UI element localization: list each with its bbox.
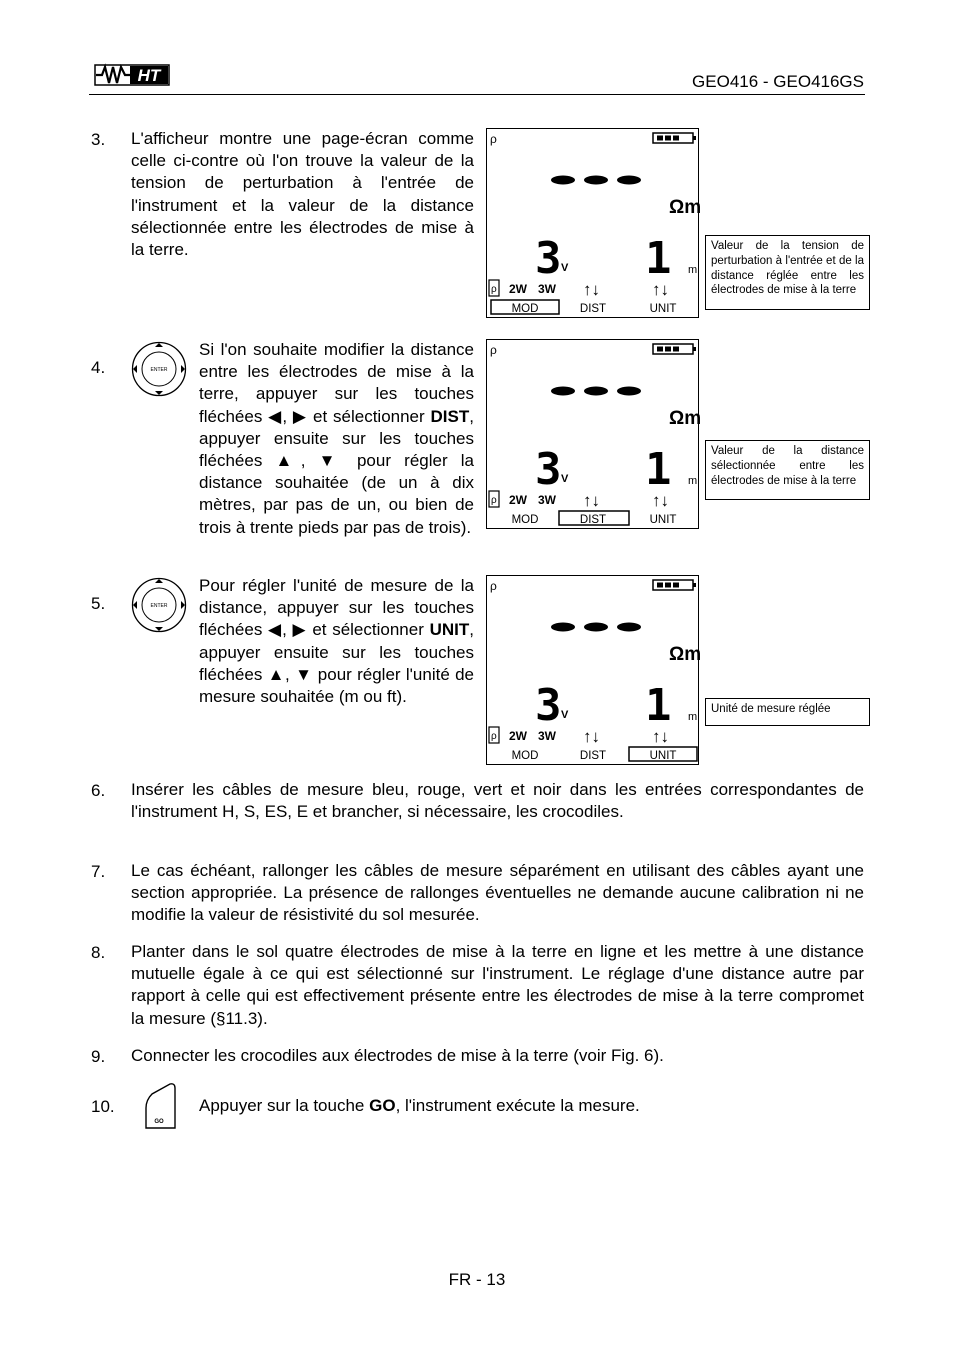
rho-symbol: ρ — [490, 579, 497, 593]
dist-arrows: ↑↓ — [583, 280, 600, 299]
mode-3w: 3W — [538, 729, 556, 743]
mode-3w: 3W — [538, 282, 556, 296]
go-key-label: GO — [154, 1119, 164, 1125]
battery-tip — [693, 583, 696, 587]
distance-digit: 1 — [645, 233, 672, 284]
lcd-screen — [486, 339, 702, 529]
dash-segment — [551, 623, 575, 632]
lcd-display — [487, 576, 702, 763]
dash-segment — [584, 623, 608, 632]
dash-segment — [617, 176, 641, 185]
keyword-dist: DIST — [430, 406, 470, 426]
step-text: Le cas échéant, rallonger les câbles de mesure séparément en utilisant des câbles ayant une section appropriée. La présence de rallonges éventuelles ne demande aucune calibration ni ne modifie la valeur de résistivité du sol mesurée. — [131, 861, 864, 925]
battery-bar — [673, 136, 679, 141]
lcd-display — [487, 340, 702, 527]
unit-arrows: ↑↓ — [652, 491, 669, 510]
step-number: 5. — [91, 594, 106, 613]
screen-callout: Valeur de la tension de perturbation à l'entrée et de la distance réglée entre les électrodes de mise à la terre — [705, 235, 870, 310]
battery-bar — [665, 136, 671, 141]
softkey-mod: MOD — [511, 303, 539, 315]
step-text: Insérer les câbles de mesure bleu, rouge, vert et noir dans les entrées correspondantes de l'instrument H, S, ES, E et brancher, si nécessaire, les crocodiles. — [131, 780, 864, 822]
step-number: 4. — [91, 358, 106, 377]
battery-tip — [693, 136, 696, 140]
logo-text: HT — [137, 66, 161, 85]
rho-small: ρ — [491, 284, 497, 295]
enter-label: ENTER — [150, 367, 168, 373]
ht-logo — [92, 61, 172, 89]
step-number: 9. — [91, 1047, 106, 1066]
battery-bar — [665, 583, 671, 588]
rho-small: ρ — [491, 731, 497, 742]
step-text: Pour régler l'unité de mesure de la distance, appuyer sur les touches fléchées ◀, ▶ et sélectionner UNIT, appuyer ensuite sur les touches fléchées ▲, ▼ pour régler l'unité de mesure souhaitée (m ou ft). — [199, 576, 474, 707]
softkey-unit: UNIT — [649, 750, 677, 762]
mode-3w: 3W — [538, 493, 556, 507]
mode-2w: 2W — [509, 282, 527, 296]
mode-2w: 2W — [509, 729, 527, 743]
unit-m: m — [688, 711, 698, 723]
softkey-mod: MOD — [511, 750, 539, 762]
step-text: L'afficheur montre une page-écran comme celle ci-contre où l'on trouve la valeur de la tension de perturbation à l'entrée de l'instrument et la valeur de la distance sélectionnée entre les électrodes de mise à la terre. — [131, 129, 474, 260]
softkey-mod: MOD — [511, 514, 539, 526]
battery-tip — [693, 347, 696, 351]
rho-small: ρ — [491, 495, 497, 506]
softkey-dist: DIST — [579, 514, 607, 526]
enter-label: ENTER — [150, 603, 168, 609]
unit-ohm-m: Ωm — [669, 644, 702, 665]
header-divider — [89, 94, 865, 95]
unit-arrows: ↑↓ — [652, 727, 669, 746]
softkey-unit: UNIT — [649, 514, 677, 526]
unit-v: V — [561, 262, 569, 274]
screen-callout: Unité de mesure réglée — [705, 698, 870, 726]
enter-arrow-keypad-icon — [131, 577, 187, 633]
unit-arrows: ↑↓ — [652, 280, 669, 299]
battery-bar — [657, 347, 663, 352]
dist-arrows: ↑↓ — [583, 727, 600, 746]
softkey-unit: UNIT — [649, 303, 677, 315]
battery-bar — [657, 583, 663, 588]
step-number: 7. — [91, 862, 106, 881]
dash-segment — [551, 176, 575, 185]
step-text: Connecter les crocodiles aux électrodes de mise à la terre (voir Fig. 6). — [131, 1046, 664, 1065]
lcd-screen — [486, 128, 702, 318]
mode-2w: 2W — [509, 493, 527, 507]
battery-bar — [673, 583, 679, 588]
softkey-dist: DIST — [579, 303, 607, 315]
screen-callout: Valeur de la distance sélectionnée entre les électrodes de mise à la terre — [705, 440, 870, 500]
step-number: 6. — [91, 781, 106, 800]
step-number: 8. — [91, 943, 106, 962]
dash-segment — [617, 387, 641, 396]
voltage-digit: 3 — [535, 233, 562, 284]
unit-ohm-m: Ωm — [669, 197, 702, 218]
step-number: 10. — [91, 1097, 115, 1116]
rho-symbol: ρ — [490, 343, 497, 357]
lcd-display — [487, 129, 702, 316]
dash-segment — [584, 176, 608, 185]
unit-v: V — [561, 473, 569, 485]
dash-segment — [617, 623, 641, 632]
unit-v: V — [561, 709, 569, 721]
step-text: Appuyer sur la touche GO, l'instrument exécute la mesure. — [199, 1096, 640, 1115]
distance-digit: 1 — [645, 444, 672, 495]
keypad-drawing — [131, 577, 187, 633]
go-key-icon — [142, 1082, 178, 1130]
unit-m: m — [688, 475, 698, 487]
battery-bar — [657, 136, 663, 141]
lcd-screen — [486, 575, 702, 765]
dist-arrows: ↑↓ — [583, 491, 600, 510]
dash-segment — [551, 387, 575, 396]
step-text: Si l'on souhaite modifier la distance entre les électrodes de mise à la terre, appuyer sur les touches fléchées ◀, ▶ et sélectionner DIST, appuyer ensuite sur les touches fléchées ▲, ▼ pour régler la distance souhaitée (de un à dix mètres, par pas de un, ou bien de trois à trente pieds par pas de trois). — [199, 340, 474, 537]
page-number: FR - 13 — [448, 1270, 506, 1289]
step-text: Planter dans le sol quatre électrodes de mise à la terre en ligne et les mettre à une distance mutuelle égale à ce qui est sélectionné sur l'instrument. Le réglage d'une distance autre par rapport à celle qui est effectivement présente entre les électrodes de mise à la terre compromet la mesure (§11.3). — [131, 942, 864, 1028]
softkey-dist: DIST — [579, 750, 607, 762]
unit-m: m — [688, 264, 698, 276]
voltage-digit: 3 — [535, 680, 562, 731]
enter-arrow-keypad-icon — [131, 341, 187, 397]
keyword-go: GO — [369, 1096, 396, 1115]
doc-title: GEO416 - GEO416GS — [692, 72, 864, 91]
keypad-drawing — [131, 341, 187, 397]
keyword-unit: UNIT — [429, 620, 470, 640]
rho-symbol: ρ — [490, 132, 497, 146]
battery-bar — [665, 347, 671, 352]
step-number: 3. — [91, 130, 106, 149]
battery-bar — [673, 347, 679, 352]
voltage-digit: 3 — [535, 444, 562, 495]
dash-segment — [584, 387, 608, 396]
distance-digit: 1 — [645, 680, 672, 731]
unit-ohm-m: Ωm — [669, 408, 702, 429]
